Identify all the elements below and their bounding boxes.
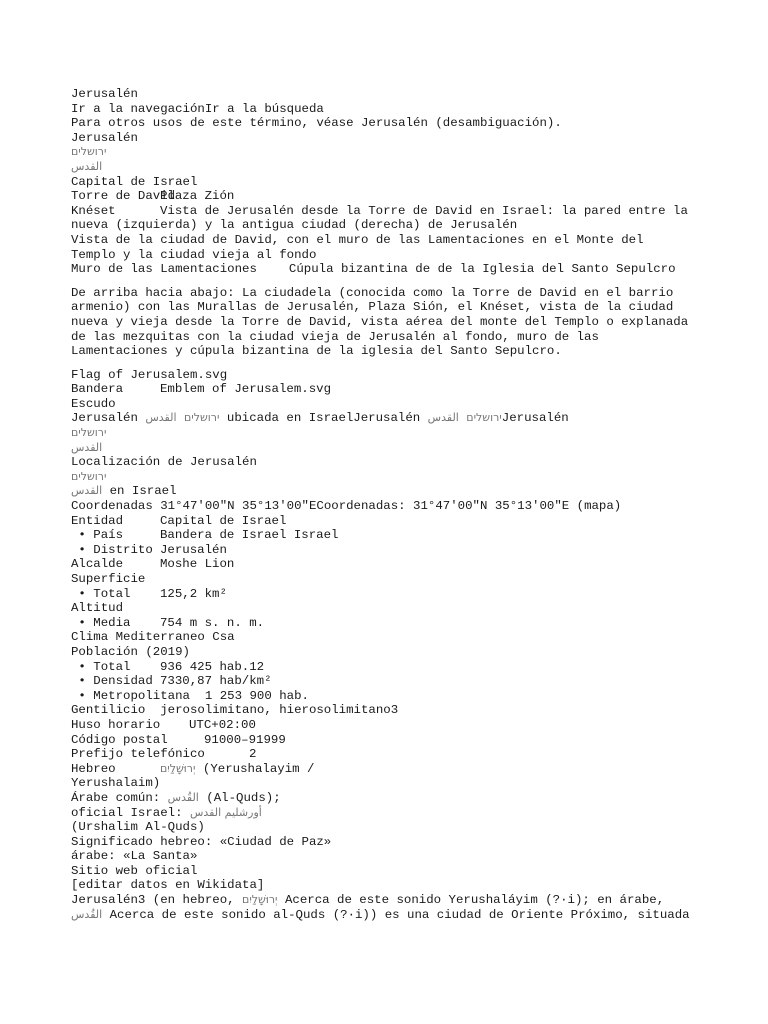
entidad-row: Entidad Capital de Israel bbox=[71, 513, 287, 528]
gallery-vista1: Vista de Jerusalén desde la Torre de David en Israel: la pared entre la bbox=[160, 203, 688, 218]
superficie-label: Superficie bbox=[71, 572, 146, 586]
infobox-name-hebrew: ירושלים bbox=[71, 145, 107, 159]
emblem-file[interactable]: Emblem of Jerusalem.svg bbox=[160, 382, 332, 397]
disambiguation-note: Para otros usos de este término, véase Jerusalén (desambiguación). bbox=[71, 116, 562, 131]
gallery-muro[interactable]: Muro de las Lamentaciones bbox=[71, 262, 257, 277]
intro-line-2: القُدس Acerca de este sonido al-Quds (?·i)) es una ciudad de Oriente Próximo, situada bbox=[71, 907, 690, 922]
densidad-row: • Densidad 7330,87 hab/km² bbox=[71, 674, 272, 689]
caption-line: nueva y vieja desde la Torre de David, vista aérea del monte del Templo o explanada bbox=[71, 314, 689, 329]
flag-file[interactable]: Flag of Jerusalem.svg bbox=[71, 367, 228, 382]
coordenadas-label: Coordenadas bbox=[71, 499, 153, 514]
escudo-label: Escudo bbox=[71, 396, 116, 411]
gallery-kneset[interactable]: Knéset bbox=[71, 203, 116, 218]
urshalim-row: (Urshalim Al-Quds) bbox=[71, 820, 205, 835]
caption-line: armenio) con las Murallas de Jerusalén, Plaza Sión, el Knéset, vista de la ciudad bbox=[71, 300, 674, 315]
gallery-torre[interactable]: Torre de David bbox=[71, 189, 176, 204]
postal-row: Código postal 91000–91999 bbox=[71, 732, 286, 747]
loc-hebrew: ירושלים bbox=[71, 469, 107, 483]
gallery-row-1 bbox=[71, 189, 731, 204]
caption-line: De arriba hacia abajo: La ciudadela (conocida como la Torre de David en el barrio bbox=[71, 285, 674, 300]
map-hebrew: ירושלים bbox=[71, 426, 107, 440]
arabe-santa-row: árabe: «La Santa» bbox=[71, 849, 198, 864]
clima-row: Clima Mediterraneo Csa bbox=[71, 630, 235, 645]
flag-row bbox=[71, 382, 731, 397]
sitio-web-link[interactable]: Sitio web oficial bbox=[71, 863, 198, 878]
editar-wikidata-link[interactable]: [editar datos en Wikidata] bbox=[71, 878, 265, 893]
altitud-label: Altitud bbox=[71, 601, 124, 616]
intro-line-1: Jerusalén3 (en hebreo, יְרוּשָׁלַיִם Acerca de este sonido Yerushaláyim (?·i); en árabe, bbox=[71, 893, 665, 908]
poblacion-label: Población (2019) bbox=[71, 644, 190, 659]
hebreo-row: Hebreo יְרוּשָׁלַיִם (Yerushalayim / bbox=[71, 761, 315, 776]
altitud-media-row: • Media 754 m s. n. m. bbox=[71, 615, 265, 630]
bandera-label: Bandera bbox=[71, 382, 124, 397]
map-line: Jerusalén القدس ירושלים ubicada en IsraelJerusalén القدس ירושליםJerusalén bbox=[71, 411, 569, 426]
hebreo-row-2: Yerushalaim) bbox=[71, 776, 161, 791]
gallery-vista2: Vista de la ciudad de David, con el muro de las Lamentaciones en el Monte del bbox=[71, 232, 644, 247]
superficie-total-row: • Total 125,2 km² bbox=[71, 586, 227, 601]
gallery-cupula[interactable]: Cúpula bizantina de de la Iglesia del Santo Sepulcro bbox=[288, 262, 676, 277]
gallery-row-2 bbox=[71, 204, 731, 219]
caption-line: Lamentaciones y cúpula bizantina de la iglesia del Santo Sepulcro. bbox=[71, 344, 562, 359]
gallery-row-4 bbox=[71, 262, 731, 277]
distrito-row: • Distrito Jerusalén bbox=[71, 542, 227, 557]
alcalde-row: Alcalde Moshe Lion bbox=[71, 557, 235, 572]
gallery-vista2b: Templo y la ciudad vieja al fondo bbox=[71, 247, 317, 262]
gallery-plaza[interactable]: Plaza Zión bbox=[160, 189, 235, 204]
prefijo-row: Prefijo telefónico 2 bbox=[71, 747, 257, 762]
gentilicio-row: Gentilicio jerosolimitano, hierosolimitano3 bbox=[71, 703, 399, 718]
page-title: Jerusalén bbox=[71, 87, 138, 101]
gallery-vista1b: nueva (izquierda) y la antigua ciudad (derecha) de Jerusalén bbox=[71, 218, 518, 233]
nav-links[interactable]: Ir a la navegaciónIr a la búsqueda bbox=[71, 101, 324, 116]
coordinates-row bbox=[71, 499, 731, 514]
infobox-type: Capital de Israel bbox=[71, 174, 198, 189]
caption-line: de las mezquitas con la ciudad vieja de Jerusalén al fondo, muro de las bbox=[71, 329, 599, 344]
oficial-row: oficial Israel: أورشليم القدس bbox=[71, 805, 262, 820]
huso-row: Huso horario UTC+02:00 bbox=[71, 717, 256, 732]
localizacion-label: Localización de Jerusalén bbox=[71, 455, 257, 470]
infobox-name-arabic: القدس bbox=[71, 159, 103, 173]
pais-row: • País Bandera de Israel Israel bbox=[71, 528, 339, 543]
article-text bbox=[71, 87, 731, 922]
en-israel-row: القدس en Israel bbox=[71, 484, 177, 499]
poblacion-total-row: • Total 936 425 hab.12 bbox=[71, 659, 265, 674]
significado-row: Significado hebreo: «Ciudad de Paz» bbox=[71, 834, 332, 849]
coordenadas-value[interactable]: 31°47′00″N 35°13′00″ECoordenadas: 31°47′00″N 35°13′00″E (mapa) bbox=[160, 499, 622, 514]
metropolitana-row: • Metropolitana 1 253 900 hab. bbox=[71, 688, 309, 703]
arabe-comun-row: Árabe común: القُدس (Al-Quds); bbox=[71, 790, 281, 805]
map-arabic: القدس bbox=[71, 440, 103, 454]
infobox-name: Jerusalén bbox=[71, 130, 138, 145]
